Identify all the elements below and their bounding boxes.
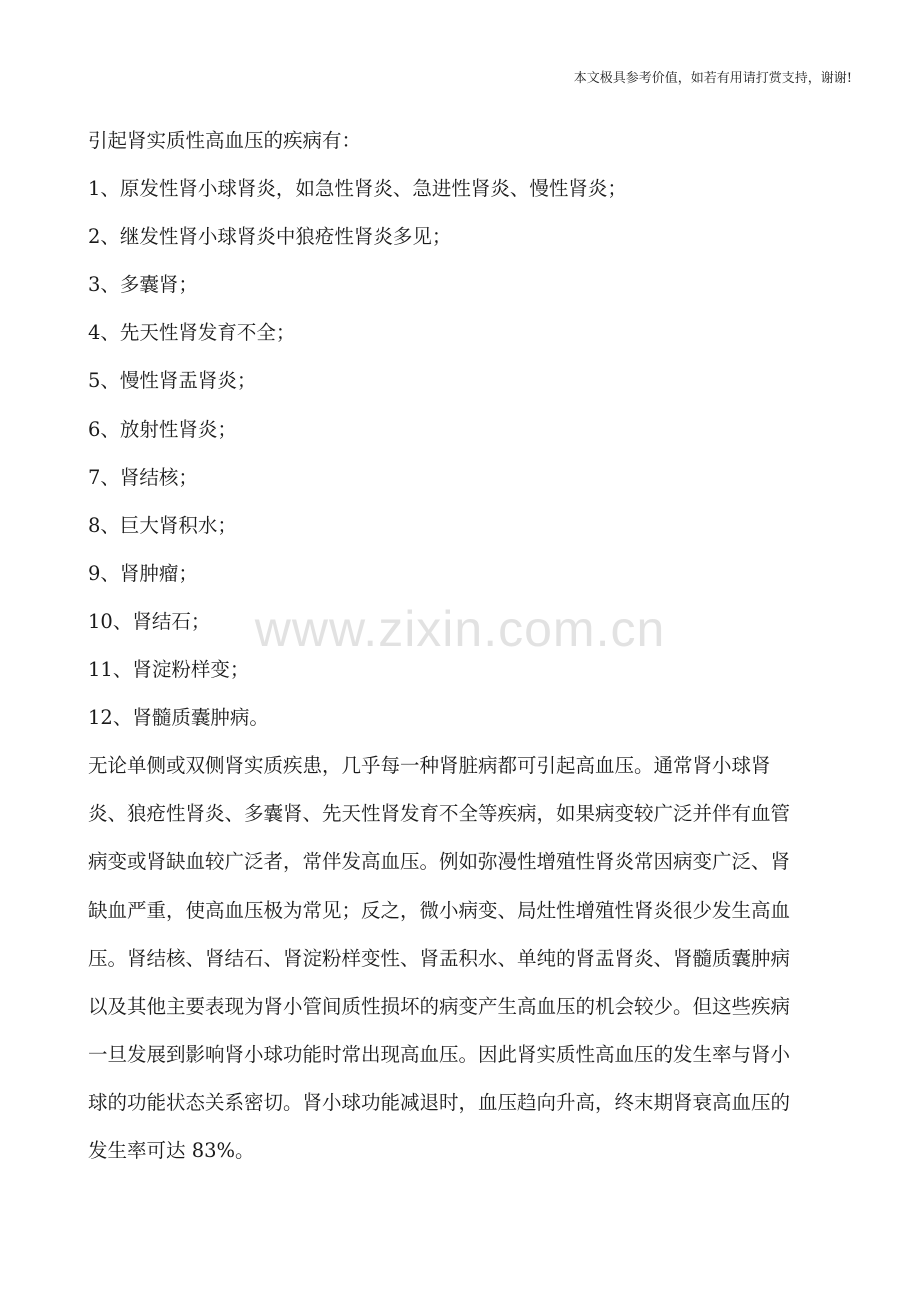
list-item: 8、巨大肾积水； — [88, 513, 237, 537]
paragraph-line: 缺血严重，使高血压极为常见；反之，微小病变、局灶性增殖性肾炎很少发生高血 — [88, 898, 791, 922]
paragraph-line: 以及其他主要表现为肾小管间质性损坏的病变产生高血压的机会较少。但这些疾病 — [88, 994, 791, 1018]
paragraph-line: 发生率可达 83%。 — [88, 1138, 255, 1162]
list-item: 3、多囊肾； — [88, 273, 198, 297]
list-item: 1、原发性肾小球肾炎，如急性肾炎、急进性肾炎、慢性肾炎； — [88, 177, 627, 201]
disease-list — [88, 165, 848, 742]
list-item: 6、放射性肾炎； — [88, 417, 237, 441]
list-item: 5、慢性肾盂肾炎； — [88, 369, 257, 393]
header-note: 本文极具参考价值，如若有用请打赏支持，谢谢! — [573, 71, 852, 86]
watermark: www.zixin.com.cn — [254, 601, 666, 657]
list-item: 4、先天性肾发育不全； — [88, 321, 296, 345]
document-body — [88, 117, 848, 1175]
paragraph-line: 一旦发展到影响肾小球功能时常出现高血压。因此肾实质性高血压的发生率与肾小 — [88, 1042, 791, 1066]
paragraph-line: 压。肾结核、肾结石、肾淀粉样变性、肾盂积水、单纯的肾盂肾炎、肾髓质囊肿病 — [88, 946, 791, 970]
paragraph-line: 炎、狼疮性肾炎、多囊肾、先天性肾发育不全等疾病，如果病变较广泛并伴有血管 — [88, 802, 791, 826]
paragraph-line: 球的功能状态关系密切。肾小球功能减退时，血压趋向升高，终末期肾衰高血压的 — [88, 1090, 791, 1114]
list-item: 12、肾髓质囊肿病。 — [88, 706, 269, 730]
list-item: 11、肾淀粉样变； — [88, 658, 250, 682]
intro-line: 引起肾实质性高血压的疾病有： — [88, 129, 362, 152]
list-item: 10、肾结石； — [88, 609, 211, 633]
paragraph-line: 病变或肾缺血较广泛者，常伴发高血压。例如弥漫性增殖性肾炎常因病变广泛、肾 — [88, 850, 791, 874]
list-item: 9、肾肿瘤； — [88, 561, 198, 585]
paragraph-line: 无论单侧或双侧肾实质疾患，几乎每一种肾脏病都可引起高血压。通常肾小球肾 — [88, 754, 771, 778]
list-item: 7、肾结核； — [88, 465, 198, 489]
body-paragraph — [88, 742, 848, 1175]
list-item: 2、继发性肾小球肾炎中狼疮性肾炎多见； — [88, 225, 452, 249]
